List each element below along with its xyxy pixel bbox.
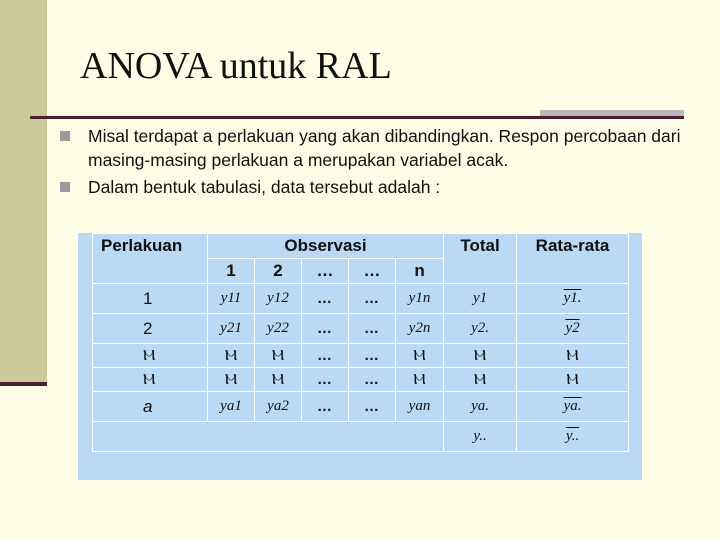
data-table [92,233,629,452]
table-cell: y1n [396,284,444,314]
table-cell: y22 [255,314,302,344]
row-mean: y2 [517,314,629,344]
table-cell: … [349,392,396,422]
row-label: 2 [93,314,208,344]
square-bullet-icon [60,131,70,141]
table-cell: y2n [396,314,444,344]
side-bar [0,0,47,382]
grand-empty-cell [93,422,444,452]
header-observasi: Observasi [208,234,444,259]
data-table-panel [78,233,642,480]
table-cell: … [302,368,349,392]
subheader-cell: … [349,259,396,284]
bullet-text: Dalam bentuk tabulasi, data tersebut adalah : [88,177,441,197]
table-cell: Ⲙ [208,344,255,368]
title-rule [30,116,684,119]
table-row [93,344,629,368]
row-total: Ⲙ [444,344,517,368]
table-cell: ya2 [255,392,302,422]
square-bullet-icon [60,182,70,192]
header-perlakuan: Perlakuan [93,234,208,284]
subheader-cell: n [396,259,444,284]
grand-total: y.. [444,422,517,452]
table-cell: y21 [208,314,255,344]
table-cell: ya1 [208,392,255,422]
table-cell: … [349,284,396,314]
table-row-grand [93,422,629,452]
table-cell: … [302,392,349,422]
bullet-item [58,175,698,199]
row-mean: Ⲙ [517,344,629,368]
subheader-cell: … [302,259,349,284]
table-cell: … [349,344,396,368]
table-row [93,284,629,314]
table-cell: … [302,344,349,368]
table-cell: Ⲙ [255,368,302,392]
subheader-cell: 2 [255,259,302,284]
row-total: y2. [444,314,517,344]
row-label: a [93,392,208,422]
table-cell: … [302,284,349,314]
subheader-cell: 1 [208,259,255,284]
row-mean: Ⲙ [517,368,629,392]
slide-title: ANOVA untuk RAL [80,45,392,87]
table-cell: Ⲙ [255,344,302,368]
row-label: 1 [93,284,208,314]
row-label: Ⲙ [93,368,208,392]
bullet-list [58,124,698,202]
row-mean: y1. [517,284,629,314]
table-row [93,368,629,392]
header-total: Total [444,234,517,284]
bullet-item [58,124,698,172]
table-cell: … [349,314,396,344]
row-label: Ⲙ [93,344,208,368]
side-bar-accent [0,382,47,386]
header-rata-rata: Rata-rata [517,234,629,284]
table-cell: … [302,314,349,344]
table-header-row [93,234,629,259]
row-total: y1 [444,284,517,314]
table-cell: yan [396,392,444,422]
table-cell: Ⲙ [208,368,255,392]
row-total: ya. [444,392,517,422]
table-row [93,392,629,422]
table-cell: … [349,368,396,392]
bullet-text: Misal terdapat a perlakuan yang akan dibandingkan. Respon percobaan dari masing-masing perlakuan a merupakan variabel acak. [88,126,681,170]
table-cell: Ⲙ [396,344,444,368]
table-cell: y12 [255,284,302,314]
grand-mean: y.. [517,422,629,452]
table-cell: Ⲙ [396,368,444,392]
table-cell: y11 [208,284,255,314]
table-row [93,314,629,344]
row-total: Ⲙ [444,368,517,392]
row-mean: ya. [517,392,629,422]
